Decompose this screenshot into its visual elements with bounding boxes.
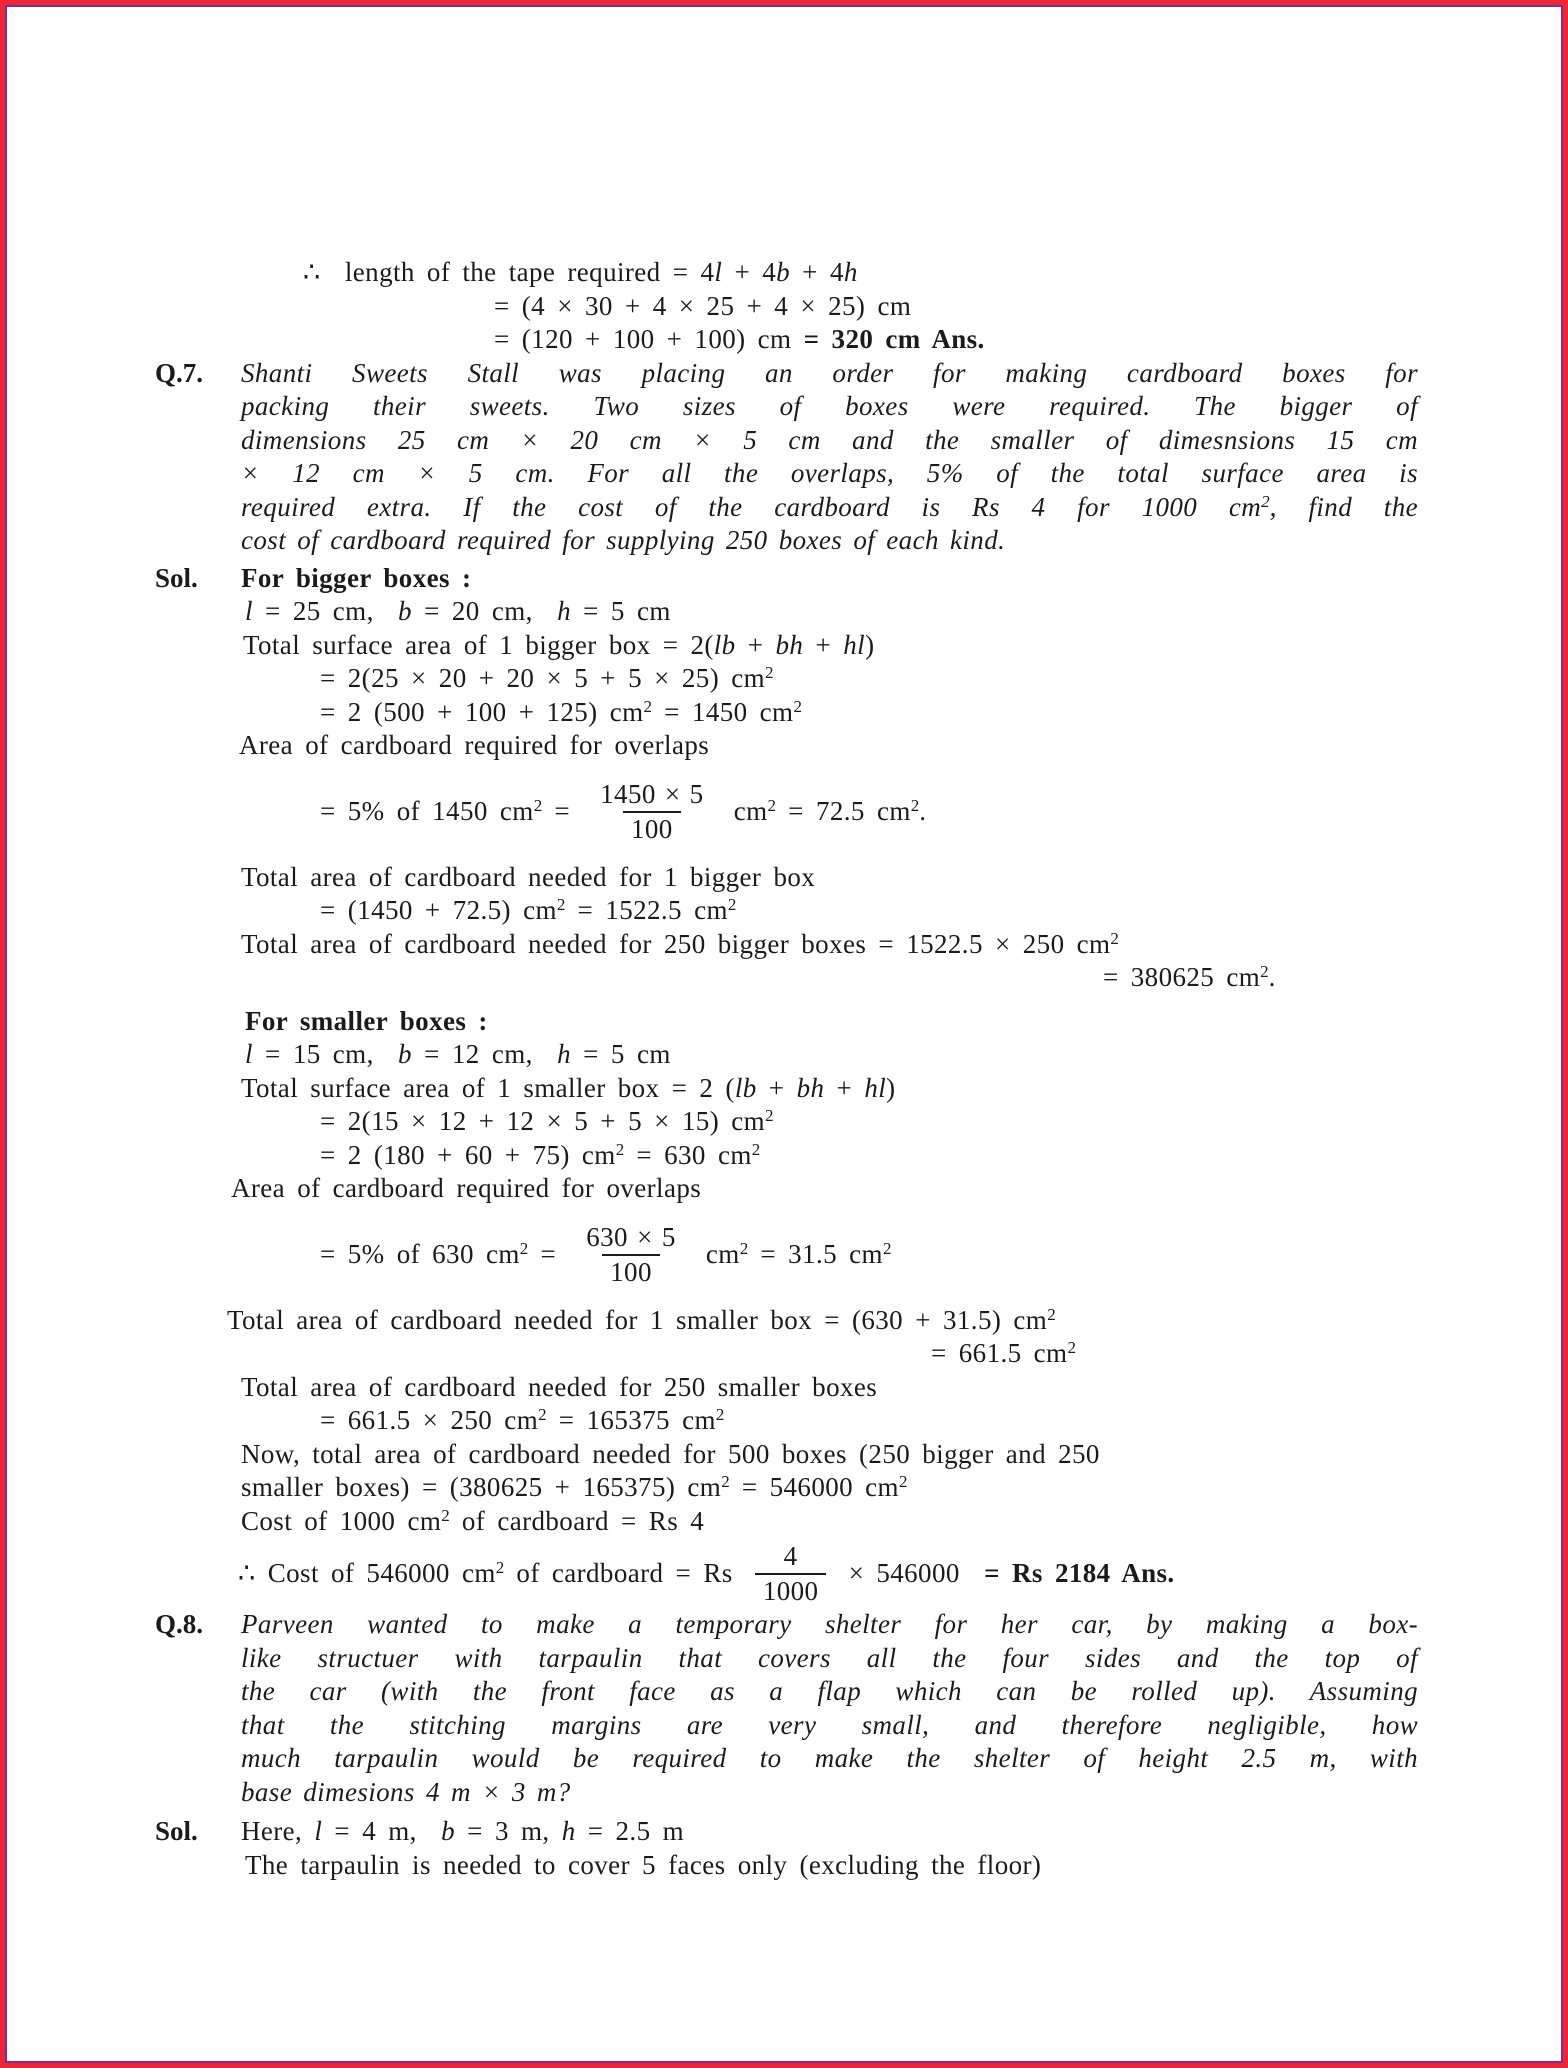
math-line: = 2 (180 + 60 + 75) $cm^2 = 630$ $cm^2$ bbox=[320, 1139, 761, 1170]
math-line: Cost of 1000 $cm^2$ of cardboard = Rs 4 bbox=[241, 1505, 705, 1536]
question-text-line: cost of cardboard required for supplying 250 boxes of each kind. bbox=[241, 525, 1006, 555]
fraction bbox=[578, 1221, 684, 1289]
fraction-pre-text: = 5% of 1450 $cm^2$ = bbox=[320, 795, 583, 826]
math-line: Total area of cardboard needed for 1 smaller box = (630 + 31.5) $cm^2$ bbox=[227, 1304, 1056, 1335]
fraction-denominator: 100 bbox=[623, 811, 681, 846]
question-text-line: packing their sweets. Two sizes of boxes were required. The bigger of bbox=[241, 391, 1418, 421]
fraction-equation-line bbox=[238, 1540, 1418, 1608]
fraction-denominator: 1000 bbox=[755, 1573, 827, 1608]
math-line: = 661.5 $cm^2$ bbox=[931, 1338, 1076, 1368]
math-line: smaller boxes) = (380625 + 165375) $cm^2 = 546000$ $cm^2$ bbox=[241, 1472, 908, 1502]
math-line: l = 25 cm, b = 20 cm, h = 5 cm bbox=[245, 596, 671, 626]
question-text-line: Parveen wanted to make a temporary shelter for her car, by making a box- bbox=[241, 1609, 1418, 1639]
math-line: = 2(15 × 12 + 12 × 5 + 5 × 15) $cm^2$ bbox=[320, 1106, 774, 1136]
math-line: = (1450 + 72.5) $cm^2 = 1522.5$ $cm^2$ bbox=[320, 895, 737, 925]
fraction-post-text: $cm^2 = 72.5$ $cm^2$. bbox=[721, 795, 927, 826]
math-line: = (4 × 30 + 4 × 25 + 4 × 25) cm bbox=[494, 290, 912, 321]
math-line: Area of cardboard required for overlaps bbox=[231, 1173, 702, 1203]
fraction-equation-line bbox=[320, 1221, 1418, 1289]
question-text-line: much tarpaulin would be required to make the shelter of height 2.5 m, with bbox=[241, 1743, 1418, 1773]
question-text-line: base dimesions 4 m × 3 m? bbox=[241, 1776, 571, 1807]
math-line: Total area of cardboard needed for 250 smaller boxes bbox=[241, 1371, 878, 1402]
question-text-line: like structuer with tarpaulin that covers all the four sides and the top of bbox=[241, 1642, 1418, 1673]
question-number-label: Q.8. bbox=[155, 1609, 204, 1639]
solution-heading-line: Here, l = 4 m, b = 3 m, h = 2.5 m bbox=[241, 1816, 685, 1846]
math-line: The tarpaulin is needed to cover 5 faces only (excluding the floor) bbox=[245, 1849, 1042, 1880]
question-text-line: × 12 cm × 5 cm. For all the overlaps, 5% of the total surface area is bbox=[241, 458, 1418, 488]
math-line: Now, total area of cardboard needed for 500 boxes (250 bigger and 250 bbox=[241, 1438, 1100, 1469]
fraction bbox=[755, 1540, 827, 1608]
question-number-label: Q.7. bbox=[155, 357, 204, 388]
solution-label: Sol. bbox=[155, 1816, 198, 1846]
question-block bbox=[155, 357, 1418, 558]
fraction-denominator: 100 bbox=[602, 1254, 660, 1289]
solution-label: Sol. bbox=[155, 562, 198, 593]
solution-block bbox=[155, 1815, 1418, 1849]
fraction-post-text: $cm^2 = 31.5$ $cm^2$ bbox=[693, 1238, 892, 1269]
math-line: = 661.5 × 250 $cm^2 = 165375$ $cm^2$ bbox=[320, 1405, 725, 1435]
math-line: ∴ length of the tape required = 4l + 4b + 4h bbox=[303, 257, 858, 287]
math-line: Total area of cardboard needed for 1 bigger box bbox=[241, 861, 816, 892]
math-line: Total area of cardboard needed for 250 bigger boxes = 1522.5 × 250 $cm^2$ bbox=[241, 928, 1119, 959]
math-line: l = 15 cm, b = 12 cm, h = 5 cm bbox=[245, 1039, 671, 1069]
question-text-line: required extra. If the cost of the cardboard is Rs 4 for 1000 $cm^2$, find the bbox=[241, 491, 1418, 522]
math-line: = 2(25 × 20 + 20 × 5 + 5 × 25) $cm^2$ bbox=[320, 663, 774, 693]
solution-block bbox=[155, 562, 1418, 596]
question-text-line: Shanti Sweets Stall was placing an order for making cardboard boxes for bbox=[241, 357, 1418, 388]
math-line: For smaller boxes : bbox=[245, 1005, 488, 1036]
math-line: = 2 (500 + 100 + 125) $cm^2 = 1450$ $cm^2$ bbox=[320, 696, 802, 727]
fraction-pre-text: ∴ Cost of 546000 $cm^2$ of cardboard = Rs bbox=[238, 1558, 745, 1589]
math-line: = (120 + 100 + 100) cm = 320 cm Ans. bbox=[494, 324, 985, 354]
fraction-numerator: 630 × 5 bbox=[586, 1221, 676, 1252]
fraction-numerator: 1450 × 5 bbox=[600, 778, 704, 809]
question-text-line: the car (with the front face as a flap which can be rolled up). Assuming bbox=[241, 1676, 1418, 1706]
math-line: Total surface area of 1 smaller box = 2 (lb + bh + hl) bbox=[241, 1072, 896, 1103]
fraction bbox=[592, 778, 711, 846]
fraction-post-text: × 546000 = Rs 2184 Ans. bbox=[836, 1558, 1175, 1589]
question-block bbox=[155, 1608, 1418, 1809]
fraction-pre-text: = 5% of 630 $cm^2$ = bbox=[320, 1238, 569, 1269]
question-text-line: dimensions 25 cm × 20 cm × 5 cm and the smaller of dimesnsions 15 cm bbox=[241, 424, 1418, 455]
fraction-numerator: 4 bbox=[783, 1541, 798, 1571]
page-content bbox=[155, 5, 1418, 1882]
question-text-line: that the stitching margins are very small, and therefore negligible, how bbox=[241, 1709, 1418, 1740]
solution-heading-line: For bigger boxes : bbox=[241, 562, 472, 593]
math-line: Area of cardboard required for overlaps bbox=[239, 730, 710, 760]
math-line: Total surface area of 1 bigger box = 2(lb + bh + hl) bbox=[243, 629, 875, 660]
fraction-equation-line bbox=[320, 778, 1418, 846]
math-line: = 380625 $cm^2$. bbox=[1103, 962, 1276, 992]
